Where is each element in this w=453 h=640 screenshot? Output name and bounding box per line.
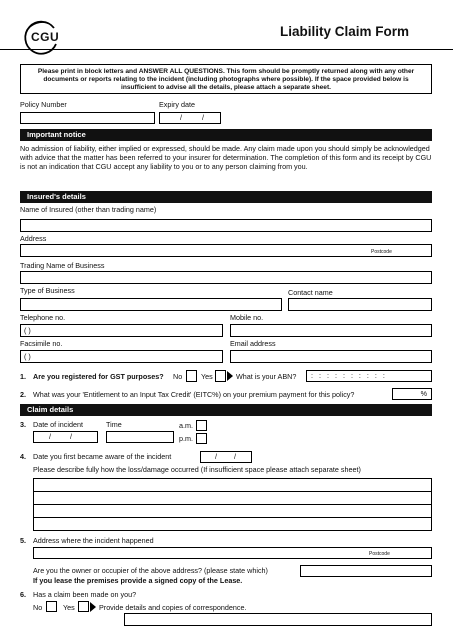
pm-label: p.m.	[179, 434, 193, 443]
email-field[interactable]	[230, 350, 432, 363]
am-label: a.m.	[179, 421, 193, 430]
form-title: Liability Claim Form	[280, 24, 410, 39]
q3-number: 3.	[20, 420, 26, 429]
arrow-right-icon	[227, 371, 233, 381]
policy-number-field[interactable]	[20, 112, 155, 124]
pm-checkbox[interactable]	[196, 433, 207, 444]
claim-details-bar	[20, 404, 432, 416]
date-of-incident-label: Date of incident	[33, 420, 83, 429]
time-field[interactable]	[106, 431, 174, 443]
date-of-incident-field[interactable]	[33, 431, 98, 443]
q2-text: What was your 'Entitlement to an Input Tax Credit' (EITC%) on your premium payment for this policy?	[33, 390, 355, 399]
q6-yes-label: Yes	[63, 603, 75, 612]
claim-details-heading: Claim details	[27, 405, 74, 414]
q1-no-checkbox[interactable]	[186, 370, 197, 382]
description-line[interactable]	[33, 491, 432, 505]
date-aware-label: Date you first became aware of the incident	[33, 452, 172, 461]
date-aware-field[interactable]	[200, 451, 252, 463]
q6-yes-checkbox[interactable]	[78, 601, 89, 612]
mobile-field[interactable]	[230, 324, 432, 337]
telephone-label: Telephone no.	[20, 313, 66, 322]
trading-name-label: Trading Name of Business	[20, 261, 105, 270]
policy-number-label: Policy Number	[20, 100, 67, 109]
description-line[interactable]	[33, 517, 432, 531]
q5-number: 5.	[20, 536, 26, 545]
date-separator: /	[215, 452, 217, 461]
header-rule	[0, 49, 453, 50]
logo-text: CGU	[31, 30, 60, 44]
telephone-field[interactable]	[20, 324, 223, 337]
area-code: ( )	[24, 352, 31, 361]
description-line[interactable]	[33, 504, 432, 518]
abn-label: What is your ABN?	[236, 372, 297, 381]
date-separator: /	[49, 432, 51, 441]
arrow-right-icon	[90, 602, 96, 612]
insured-details-heading: Insured's details	[27, 192, 86, 201]
claim-made-label: Has a claim been made on you?	[33, 590, 137, 599]
incident-address-label: Address where the incident happened	[33, 536, 154, 545]
q4-number: 4.	[20, 452, 26, 461]
area-code: ( )	[24, 326, 31, 335]
address-label: Address	[20, 234, 47, 243]
q1-yes-checkbox[interactable]	[215, 370, 226, 382]
am-checkbox[interactable]	[196, 420, 207, 431]
describe-loss-label: Please describe fully how the loss/damage occurred (If insufficient space please attach separate sheet)	[33, 465, 361, 474]
description-line[interactable]	[33, 478, 432, 492]
q6-details-field[interactable]	[124, 613, 432, 626]
q1-number: 1.	[20, 372, 26, 381]
contact-name-label: Contact name	[288, 288, 333, 297]
postcode-label: Postcode	[371, 249, 392, 255]
mobile-label: Mobile no.	[230, 313, 264, 322]
owner-occupier-label: Are you the owner or occupier of the above address? (please state which)	[33, 566, 268, 575]
incident-postcode-label: Postcode	[369, 551, 390, 557]
trading-name-field[interactable]	[20, 271, 432, 284]
insured-name-field[interactable]	[20, 219, 432, 232]
date-separator: /	[234, 452, 236, 461]
important-notice-heading: Important notice	[27, 130, 86, 139]
insured-name-label: Name of Insured (other than trading name)	[20, 205, 157, 214]
facsimile-label: Facsimile no.	[20, 339, 63, 348]
q1-no-label: No	[173, 372, 183, 381]
q6-number: 6.	[20, 590, 26, 599]
date-separator: /	[70, 432, 72, 441]
owner-occupier-field[interactable]	[300, 565, 432, 577]
q2-number: 2.	[20, 390, 26, 399]
abn-field[interactable]	[306, 370, 432, 382]
intro-instructions: Please print in block letters and ANSWER ALL QUESTIONS. This form should be promptly returned along with any other documents or reports relating to the incident (including photographs where possible). If the space provided below is insufficient to advise all the details, please attach a separate sheet.	[20, 64, 432, 94]
facsimile-field[interactable]	[20, 350, 223, 363]
type-of-business-label: Type of Business	[20, 286, 75, 295]
email-label: Email address	[230, 339, 276, 348]
q1-yes-label: Yes	[201, 372, 213, 381]
abn-separators: : : : : : : : : : :	[311, 371, 385, 380]
time-label: Time	[106, 420, 122, 429]
date-separator: /	[180, 113, 182, 122]
important-notice-text: No admission of liability, either implied or expressed, should be made. Any claim made upon you should simply be acknowledged with advice that the matter has been referred to your insurer for determination. The completion of this form and its receipt by CGU is not an indication that CGU accept any liability to you or to any person claiming from you.	[20, 144, 432, 171]
expiry-date-field[interactable]	[159, 112, 221, 124]
q6-details-label: Provide details and copies of correspondence.	[99, 603, 247, 612]
type-of-business-field[interactable]	[20, 298, 282, 311]
percent-sign: %	[420, 389, 427, 398]
contact-name-field[interactable]	[288, 298, 432, 311]
q6-no-label: No	[33, 603, 43, 612]
q6-no-checkbox[interactable]	[46, 601, 57, 612]
eitc-percent-field[interactable]	[392, 388, 432, 400]
date-separator: /	[202, 113, 204, 122]
expiry-date-label: Expiry date	[159, 100, 195, 109]
lease-note: If you lease the premises provide a signed copy of the Lease.	[33, 576, 243, 585]
q1-text: Are you registered for GST purposes?	[33, 372, 164, 381]
